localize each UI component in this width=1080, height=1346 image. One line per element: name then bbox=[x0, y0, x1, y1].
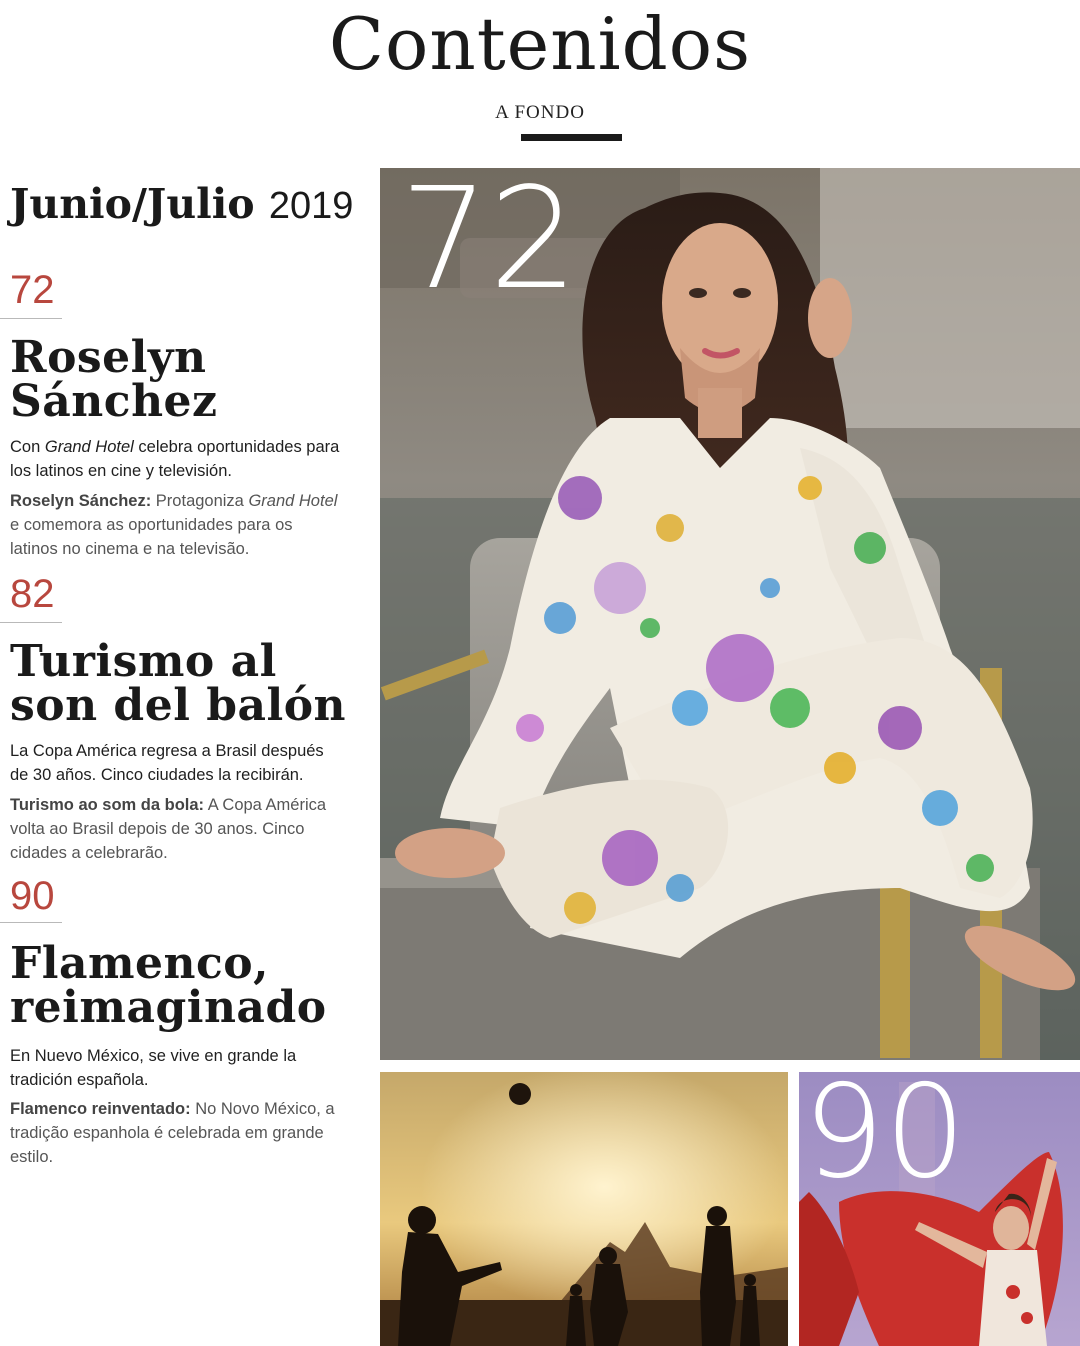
article-title-line: Sánchez bbox=[10, 376, 218, 427]
article-summary-es: La Copa América regresa a Brasil después de 30 años. Cinco ciudades la recibirán. bbox=[10, 742, 324, 784]
article-summary-es: En Nuevo México, se vive en grande la tradición española. bbox=[10, 1047, 297, 1089]
article-title[interactable] bbox=[10, 332, 218, 427]
article-summary-pt bbox=[10, 793, 340, 865]
italic-text: Grand Hotel bbox=[44, 438, 134, 456]
article-summary-es bbox=[10, 435, 340, 483]
article-page-number[interactable]: 90 bbox=[10, 874, 55, 918]
bold-text: Flamenco reinventado: bbox=[10, 1100, 191, 1118]
article-title-line: son del balón bbox=[10, 680, 347, 731]
bold-text: Turismo ao som da bola: bbox=[10, 796, 205, 814]
italic-text: Grand Hotel bbox=[248, 492, 338, 510]
article-summary-pt bbox=[10, 1097, 340, 1169]
article-title[interactable] bbox=[10, 636, 347, 731]
article-page-number[interactable]: 82 bbox=[10, 572, 55, 616]
flamenco-page-number: 90 bbox=[803, 1072, 966, 1207]
text: e comemora as oportunidades para os latinos no cinema e na televisão. bbox=[10, 516, 293, 558]
text: celebra oportunidades para los latinos en cine y televisión. bbox=[10, 438, 340, 480]
issue-year: 2019 bbox=[268, 185, 354, 227]
article-title-line: Turismo al bbox=[10, 636, 277, 687]
flamenco-photo[interactable] bbox=[799, 1072, 1080, 1346]
article-page-number[interactable]: 72 bbox=[10, 268, 55, 312]
issue-months: Junio/Julio bbox=[10, 180, 255, 228]
section-underline bbox=[521, 134, 622, 141]
article-title-line: Flamenco, bbox=[10, 938, 269, 989]
article-title[interactable] bbox=[10, 938, 327, 1033]
article-title-line: reimaginado bbox=[10, 982, 327, 1033]
text: A Copa América volta ao Brasil depois de 30 anos. Cinco cidades a celebrarão. bbox=[10, 796, 327, 862]
football-photo-illustration bbox=[380, 1072, 788, 1346]
divider bbox=[0, 922, 62, 923]
article-summary-pt bbox=[10, 489, 340, 561]
football-photo[interactable] bbox=[380, 1072, 788, 1346]
issue-date bbox=[10, 180, 353, 228]
text: Protagoniza bbox=[151, 492, 249, 510]
page-title: Contenidos bbox=[328, 2, 752, 86]
cover-page-number: 72 bbox=[400, 168, 579, 321]
divider bbox=[0, 318, 62, 319]
article-title-line: Roselyn bbox=[10, 332, 207, 383]
bold-text: Roselyn Sánchez: bbox=[10, 492, 152, 510]
cover-photo[interactable] bbox=[380, 168, 1080, 1060]
section-label: A FONDO bbox=[495, 102, 585, 123]
divider bbox=[0, 622, 62, 623]
text: No Novo México, a tradição espanhola é celebrada em grande estilo. bbox=[10, 1100, 335, 1166]
text: Con bbox=[10, 438, 45, 456]
